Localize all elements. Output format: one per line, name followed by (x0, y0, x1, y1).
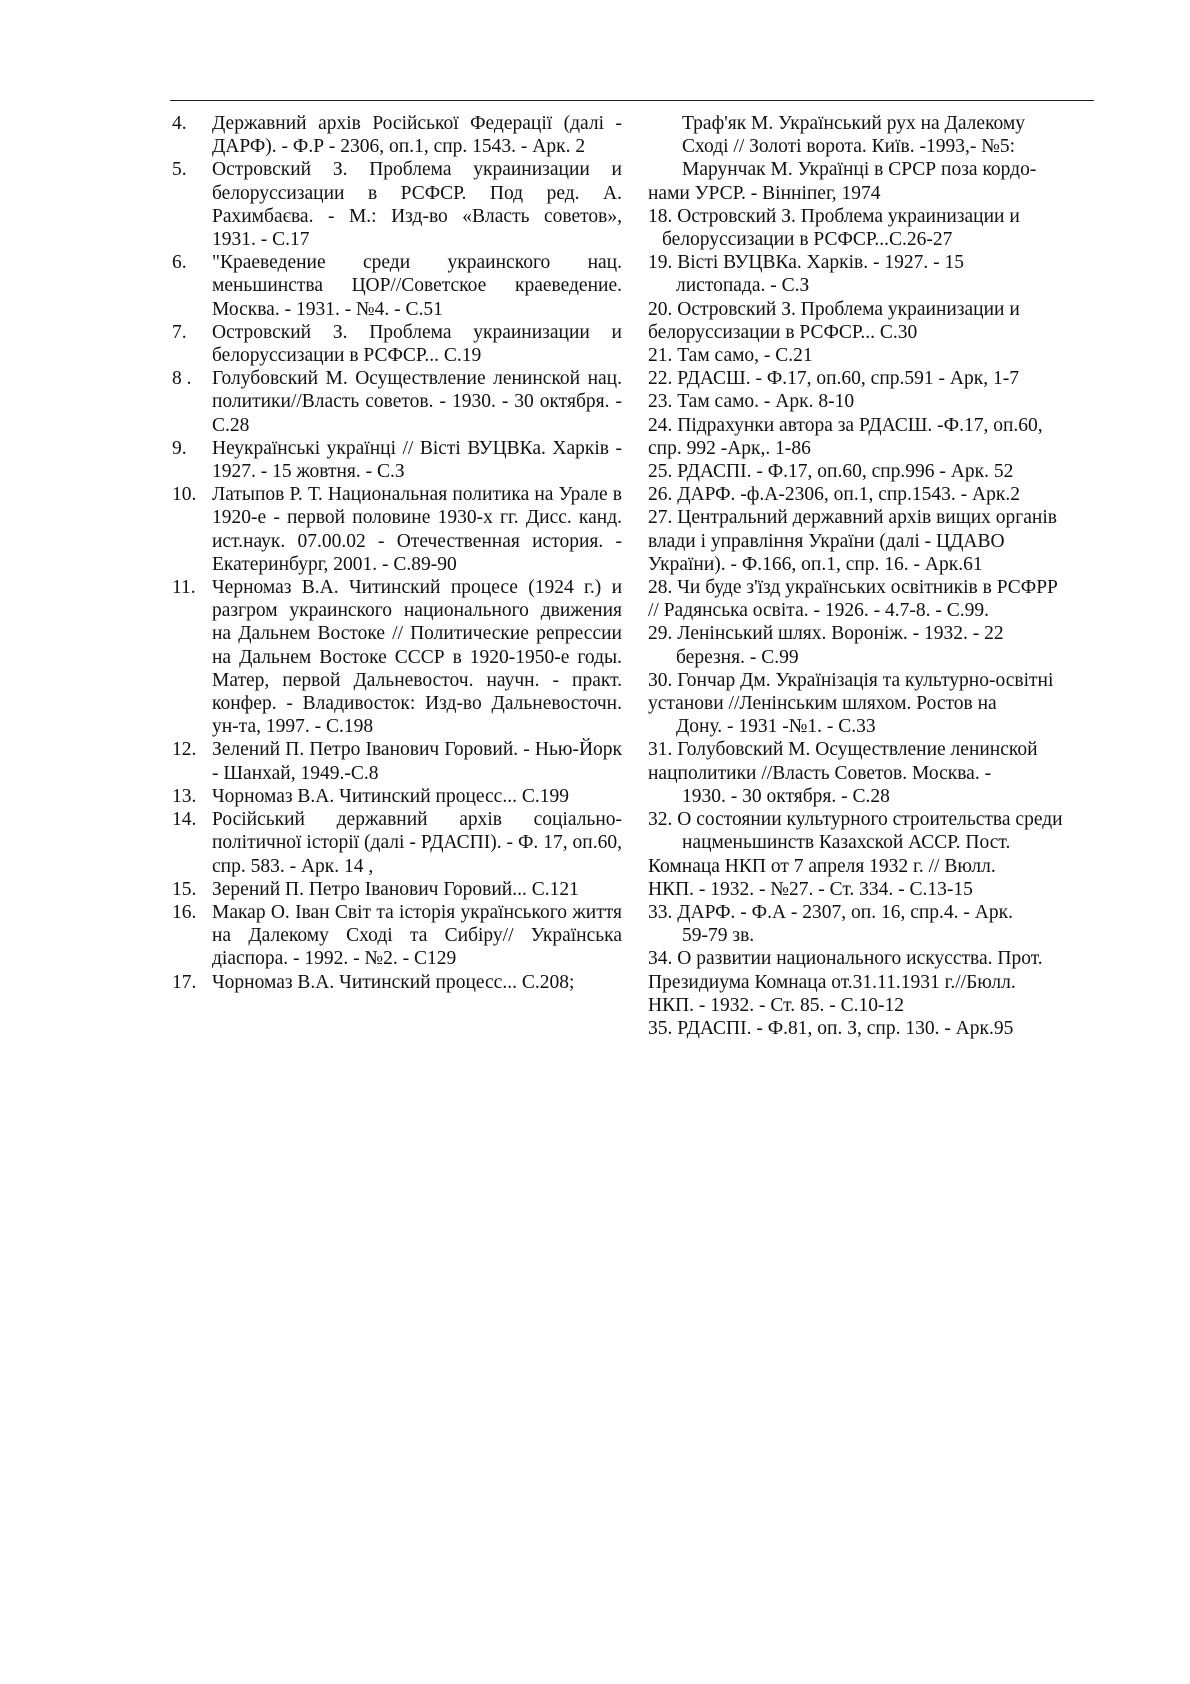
footnote-entry (172, 576, 622, 738)
footnote-entry (172, 901, 622, 971)
footnote-text: Островский З. Проблема украинизации и белоруссизации в РСФСР... С.19 (212, 321, 622, 367)
footnote-entry (648, 669, 1094, 739)
footnote-number: 5. (172, 159, 187, 181)
footnote-line: белоруссизации в РСФСР... С.30 (648, 321, 918, 343)
footnote-entry (648, 460, 1094, 483)
footnote-entry (648, 344, 1094, 367)
footnote-entry (172, 785, 622, 808)
footnote-entry (172, 251, 622, 321)
footnote-line: березня. - С.99 (676, 646, 799, 668)
header-rule (170, 100, 1094, 101)
footnote-entry (172, 112, 622, 158)
footnote-entry (648, 738, 1094, 808)
footnote-line: Президиума Комнаца от.31.11.1931 г.//Бюлл. (648, 971, 1016, 993)
footnote-line: 28. Чи буде з'їзд українських освітників в РСФРР (648, 577, 1058, 599)
footnote-number: 10. (172, 484, 197, 506)
footnote-entry (172, 437, 622, 483)
footnote-text: Зерений П. Петро Іванович Горовий... С.121 (212, 878, 579, 900)
footnote-entry (172, 971, 622, 994)
footnote-line: 34. О развитии национального искусства. Прот. (648, 948, 1043, 970)
footnote-text: Державний архів Російської Федерації (далі - ДАРФ). - Ф.Р - 2306, оп.1, спр. 1543. - Арк. 2 (212, 113, 622, 158)
footnote-text: Латыпов Р. Т. Национальная политика на Урале в 1920-е - первой половине 1930-х гг. Дисс. канд. ист.наук. 07.00.02 - Отечественная история. - Екатеринбург, 2001. - С.89-90 (212, 484, 622, 575)
footnote-line: нацменьшинств Казахской АССР. Пост. (682, 832, 1011, 854)
footnote-line: 32. О состоянии культурного строительства среди (648, 809, 1063, 831)
footnote-line: 18. Островский З. Проблема украинизации и (648, 205, 1020, 227)
footnote-line: Комнаца НКП от 7 апреля 1932 г. // Вюлл. (648, 855, 996, 877)
footnote-entry (172, 878, 622, 901)
footnote-line: 33. ДАРФ. - Ф.А - 2307, оп. 16, спр.4. - Арк. (648, 901, 1013, 923)
footnote-entry (648, 901, 1094, 947)
footnote-line: 25. РДАСПІ. - Ф.17, оп.60, спр.996 - Арк. 52 (648, 461, 1014, 483)
footnote-text: Островский З. Проблема украинизации и белоруссизации в РСФСР. Под ред. А. Рахимбаєва. - М.: Изд-во «Власть советов», 1931. - С.17 (212, 159, 622, 251)
footnote-line: Дону. - 1931 -№1. - С.33 (676, 716, 876, 738)
footnote-line: 26. ДАРФ. -ф.А-2306, оп.1, спр.1543. - Арк.2 (648, 484, 1020, 506)
footnote-entry (172, 321, 622, 367)
footnote-number: 16. (172, 901, 197, 923)
footnote-line: 1930. - 30 октября. - С.28 (682, 785, 890, 807)
footnote-entry (648, 367, 1094, 390)
footnote-entry (648, 298, 1094, 344)
footnote-text: Голубовский М. Осуществление ленинской нац. политики//Власть советов. - 1930. - 30 октября. - С.28 (212, 368, 622, 436)
footnote-entry (172, 158, 622, 251)
footnote-entry (648, 483, 1094, 506)
footnote-number: 11. (172, 577, 196, 599)
footnote-entry (648, 576, 1094, 622)
notes-column-right (648, 112, 1094, 1040)
footnote-number: 7. (172, 321, 187, 343)
footnote-entry (648, 112, 1094, 205)
footnote-number: 12. (172, 739, 197, 761)
footnote-number: 8 . (172, 368, 192, 390)
footnote-line: нами УРСР. - Вінніпег, 1974 (648, 182, 881, 204)
footnote-line: 30. Гончар Дм. Українізація та культурно-освітні (648, 669, 1054, 691)
footnote-line: 23. Там само. - Арк. 8-10 (648, 391, 855, 413)
footnote-number: 4. (172, 113, 187, 134)
footnote-text: "Краеведение среди украинского нац. меньшинства ЦОР//Советское краеведение. Москва. - 1931. - №4. - С.51 (212, 252, 622, 320)
footnote-line: нацполитики //Власть Советов. Москва. - (648, 762, 992, 784)
footnote-line: 20. Островский З. Проблема украинизации и (648, 298, 1020, 320)
footnote-entry (172, 738, 622, 784)
footnote-text: Чорномаз В.А. Читинский процесс... С.208; (212, 971, 575, 993)
footnote-line: 19. Вісті ВУЦВКа. Харків. - 1927. - 15 (648, 252, 964, 274)
footnote-line: України). - Ф.166, оп.1, спр. 16. - Арк.61 (648, 553, 983, 575)
footnote-text: Черномаз В.А. Читинский процесе (1924 г.) и разгром украинского национального движения на Дальнем Востоке // Политические репрессии на Дальнем Востоке СССР в 1920-1950-е годы. Матер, первой Дальневосточ. научн. - практ. конфер. - Владивосток: Изд-во Дальневосточн. ун-та, 1997. - С.198 (212, 577, 622, 738)
footnote-entry (172, 483, 622, 576)
footnote-text: Російський державний архів соціально-політичної історії (далі - РДАСПІ). - Ф. 17, оп.60, спр. 583. - Арк. 14 , (212, 809, 622, 877)
footnote-line: 31. Голубовский М. Осуществление ленинской (648, 739, 1038, 761)
footnote-line: 27. Центральний державний архів вищих органів (648, 507, 1057, 529)
footnote-number: 6. (172, 252, 187, 274)
footnote-line: НКП. - 1932. - №27. - Ст. 334. - С.13-15 (648, 878, 973, 900)
footnote-text: Зелений П. Петро Іванович Горовий. - Нью-Йорк - Шанхай, 1949.-С.8 (212, 739, 622, 784)
notes-column-left (172, 112, 622, 994)
footnote-line: 21. Там само, - С.21 (648, 345, 813, 367)
footnote-entry (648, 506, 1094, 576)
footnote-text: Макар О. Іван Світ та історія українського життя на Далекому Сході та Сибіру// Українська діаспора. - 1992. - №2. - С129 (212, 901, 622, 970)
footnote-line: // Радянська освіта. - 1926. - 4.7-8. - С.99. (648, 600, 989, 622)
footnote-line: листопада. - С.З (676, 275, 810, 297)
footnote-line: 29. Ленінський шлях. Вороніж. - 1932. - 22 (648, 623, 1004, 645)
footnote-entry (172, 808, 622, 878)
footnote-number: 9. (172, 437, 187, 459)
footnote-line: 22. РДАСШ. - Ф.17, оп.60, спр.591 - Арк, 1-7 (648, 368, 1019, 390)
footnote-number: 15. (172, 878, 197, 900)
footnote-entry (648, 251, 1094, 297)
footnote-entry (648, 414, 1094, 460)
footnote-line: НКП. - 1932. - Ст. 85. - С.10-12 (648, 994, 904, 1016)
footnote-number: 17. (172, 971, 197, 993)
footnote-entry (172, 367, 622, 437)
footnote-entry (648, 1017, 1094, 1040)
footnote-entry (648, 808, 1094, 901)
footnote-number: 14. (172, 809, 197, 831)
footnote-line: Сході // Золоті ворота. Київ. -1993,- №5: (682, 136, 1015, 158)
footnote-entry (648, 205, 1094, 251)
footnote-line: белоруссизации в РСФСР...С.26-27 (662, 229, 953, 251)
footnote-line: установи //Ленінським шляхом. Ростов на (648, 693, 997, 715)
footnote-line: Марунчак М. Українці в СРСР поза кордо- (682, 159, 1037, 181)
footnote-number: 13. (172, 785, 197, 807)
footnote-line: 35. РДАСПІ. - Ф.81, оп. З, спр. 130. - Арк.95 (648, 1017, 1014, 1039)
footnote-text: Чорномаз В.А. Читинский процесс... С.199 (212, 785, 569, 807)
footnote-line: 59-79 зв. (682, 925, 755, 947)
footnote-entry (648, 390, 1094, 413)
footnote-line: Траф'як М. Український рух на Далекому (682, 113, 1026, 134)
footnote-line: 24. Підрахунки автора за РДАСШ. -Ф.17, оп.60, (648, 414, 1043, 436)
footnote-entry (648, 947, 1094, 1017)
footnote-line: спр. 992 -Арк,. 1-86 (648, 437, 811, 459)
footnote-text: Неукраїнські українці // Вісті ВУЦВКа. Харків - 1927. - 15 жовтня. - С.З (212, 437, 622, 483)
footnote-line: влади і управління України (далі - ЦДАВО (648, 530, 1005, 552)
footnote-entry (648, 622, 1094, 668)
